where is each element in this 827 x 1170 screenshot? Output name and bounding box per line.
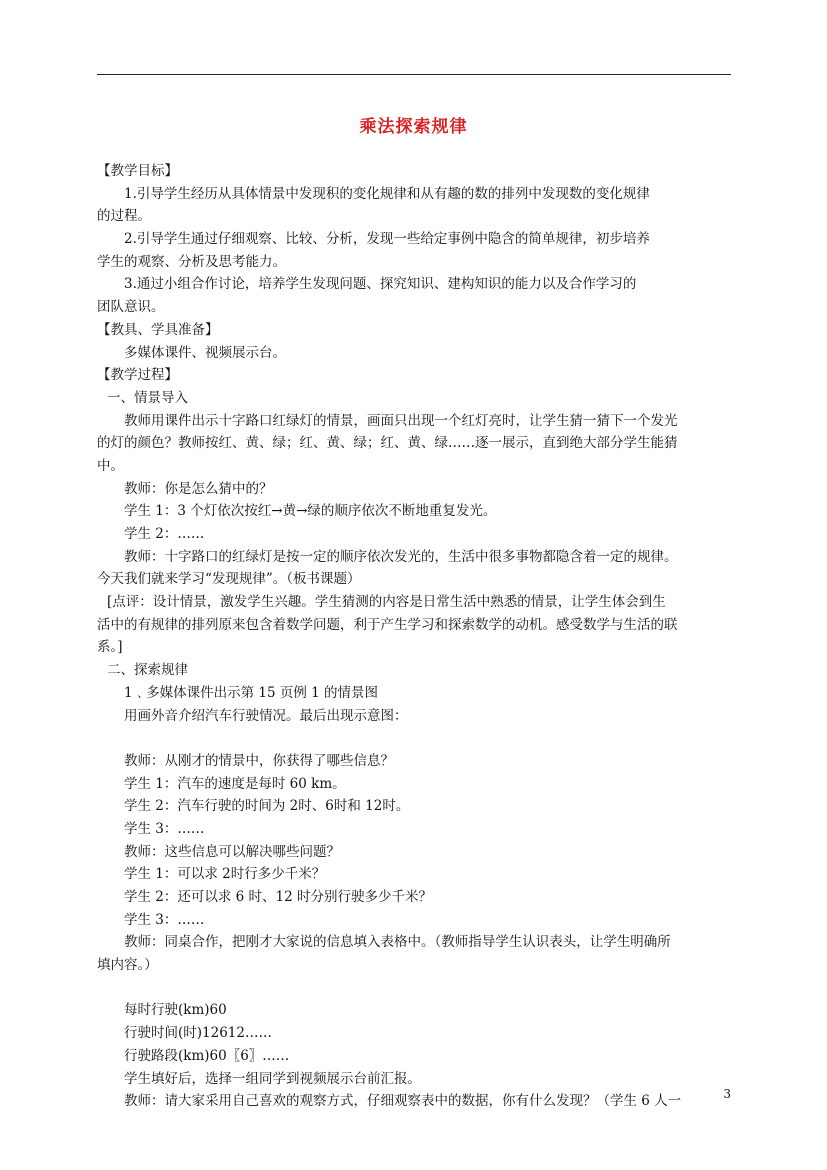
text-line: 1﹑多媒体课件出示第 15 页例 1 的情景图 — [124, 684, 379, 701]
text-line: [点评：设计情景，激发学生兴趣。学生猜测的内容是日常生活中熟悉的情景，让学生体会到生 — [107, 594, 666, 611]
text-line: 学生 2：还可以求 6 时、12 时分别行驶多少千米？ — [124, 889, 433, 905]
blank-line — [97, 727, 731, 750]
header-rule — [97, 74, 731, 75]
text-line: 学生 2：汽车行驶的时间为 2时、6时和 12时。 — [124, 798, 410, 815]
document-title: 乘法探索规律 — [359, 117, 468, 137]
text-line: 行驶时间(时)12612…… — [124, 1025, 272, 1042]
document-body — [97, 160, 731, 1113]
text-line: 教师：这些信息可以解决哪些问题？ — [124, 843, 340, 860]
text-line: 用画外音介绍汽车行驶情况。最后出现示意图： — [124, 707, 408, 724]
text-line: 2.引导学生通过仔细观察、比较、分析，发现一些给定事例中隐含的简单规律，初步培养 — [124, 231, 650, 248]
text-line: 学生的观察、分析及思考能力。 — [97, 253, 286, 270]
text-line: 多媒体课件、视频展示台。 — [124, 344, 286, 361]
page-number: 3 — [723, 1087, 731, 1101]
text-line: 学生 3：…… — [124, 911, 205, 928]
text-line: 每时行驶(km)60 — [124, 1002, 227, 1019]
text-line: 二、探索规律 — [107, 662, 188, 679]
text-line: 今天我们就来学习“发现规律”。（板书课题） — [97, 571, 361, 588]
text-line: 行驶路段(km)60〖6〗…… — [124, 1047, 290, 1064]
text-line: 教师：同桌合作，把刚才大家说的信息填入表格中。（教师指导学生认识表头，让学生明确所 — [124, 934, 671, 951]
text-line: 教师：请大家采用自己喜欢的观察方式，仔细观察表中的数据，你有什么发现？（学生 6 人一 — [124, 1093, 682, 1110]
text-line: 【教学目标】 — [97, 163, 178, 179]
text-line: 【教具、学具准备】 — [97, 321, 219, 338]
text-line: 活中的有规律的排列原来包含着数学问题，利于产生学习和探索数学的动机。感受数学与生活的联 — [97, 616, 678, 633]
blank-line — [97, 977, 731, 1000]
text-line: 教师：你是怎么猜中的？ — [124, 480, 273, 497]
text-line: 中。 — [97, 457, 124, 474]
text-line: 一、情景导入 — [107, 389, 188, 406]
text-line: 的灯的颜色？教师按红、黄、绿；红、黄、绿；红、黄、绿……逐一展示，直到绝大部分学生能猜 — [97, 435, 678, 452]
text-line: 学生填好后，选择一组同学到视频展示台前汇报。 — [124, 1070, 421, 1087]
text-line: 填内容。） — [97, 957, 158, 974]
text-line: 团队意识。 — [97, 299, 165, 316]
text-line: 学生 2：…… — [124, 526, 205, 542]
text-line: 教师用课件出示十字路口红绿灯的情景，画面只出现一个红灯亮时，让学生猜一猜下一个发光 — [124, 412, 678, 429]
text-line: 学生 1：3 个灯依次按红→黄→绿的顺序依次不断地重复发光。 — [124, 503, 497, 520]
text-line: 的过程。 — [97, 208, 151, 225]
text-line: 系。] — [97, 639, 123, 656]
text-line: 学生 3：…… — [124, 820, 205, 837]
text-line: 学生 1：可以求 2时行多少千米？ — [124, 866, 326, 883]
text-line: 1.引导学生经历从具体情景中发现积的变化规律和从有趣的数的排列中发现数的变化规律 — [124, 185, 650, 202]
text-line: 教师：十字路口的红绿灯是按一定的顺序依次发光的，生活中很多事物都隐含着一定的规律。 — [124, 548, 678, 565]
text-line: 学生 1：汽车的速度是每时 60 km。 — [124, 775, 346, 792]
text-line: 3.通过小组合作讨论，培养学生发现问题、探究知识、建构知识的能力以及合作学习的 — [124, 276, 637, 293]
text-line: 【教学过程】 — [97, 367, 178, 384]
text-line: 教师：从刚才的情景中，你获得了哪些信息？ — [124, 752, 394, 769]
